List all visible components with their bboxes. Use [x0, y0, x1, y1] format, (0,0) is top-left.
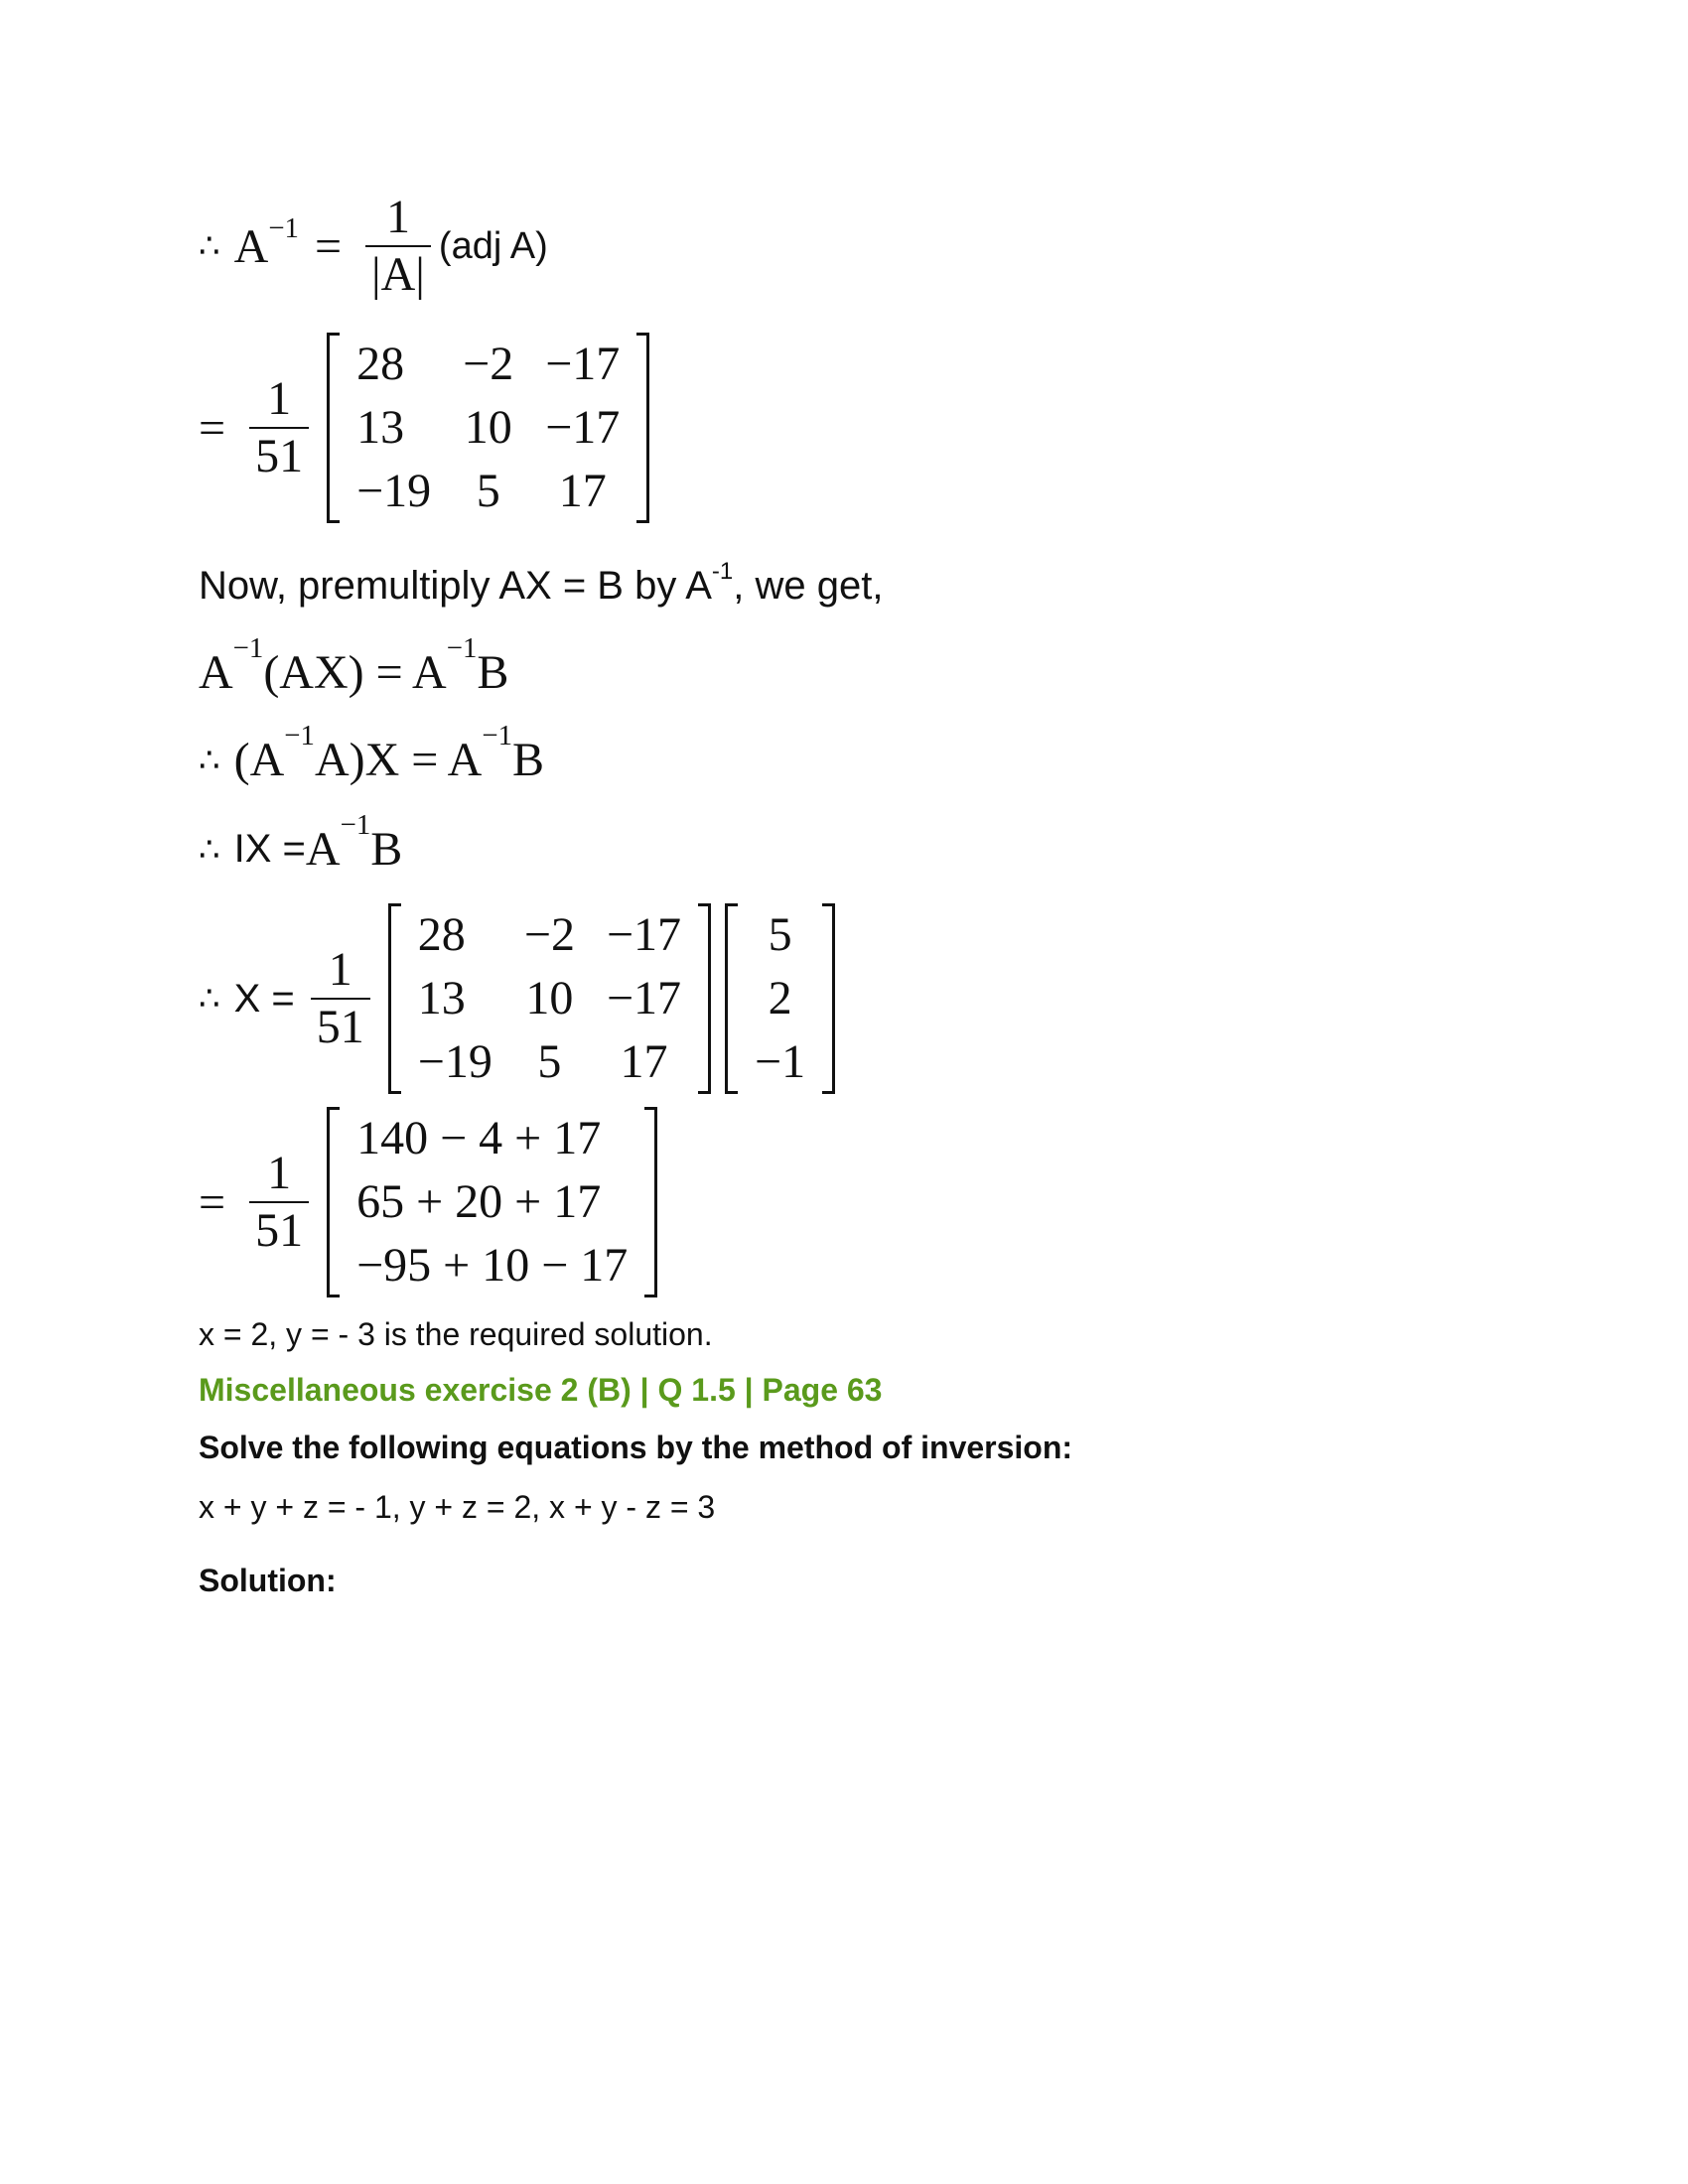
- step-solve-x: ∴ X = $\frac{1}{51}$ 28 −2 −17 13 10 −17 −19 5 17 5 2 −1: [199, 903, 835, 1094]
- product-vector: 140 − 4 + 17 65 + 20 + 17 −95 + 10 − 17: [327, 1107, 657, 1297]
- matrix-row: 28 −2 −17: [417, 908, 682, 961]
- inverse-matrix: [327, 333, 649, 523]
- step-identity: ∴ IX = A $^{-1}$ B: [199, 808, 403, 876]
- question-reference: Miscellaneous exercise 2 (B) | Q 1.5 | Page 63: [199, 1372, 883, 1408]
- step-associative: ∴ (A $^{-1}$ A)X = A $^{-1}$ B: [199, 719, 544, 786]
- fraction-1-51: $\frac{1}{51}$: [311, 946, 370, 1051]
- inverse-matrix: [388, 903, 711, 1094]
- solution-label: Solution:: [199, 1563, 337, 1598]
- inverse-formula: [199, 191, 548, 301]
- step-product: = $\frac{1}{51}$ 140 − 4 + 17 65 + 20 + 17 −95 + 10 − 17: [199, 1107, 657, 1297]
- fraction-1-51: $\frac{1}{51}$: [249, 375, 309, 480]
- conclusion-text: x = 2, y = - 3 is the required solution.: [199, 1316, 713, 1352]
- therefore-symbol: ∴: [199, 226, 220, 266]
- fraction: $\frac{1}{|A|}$: [365, 194, 431, 299]
- premultiply-text: Now, premultiply AX = B by $A^{-1}$, we get,: [199, 557, 884, 608]
- step-premultiply: A $^{-1}$ (AX) = A $^{-1}$ B: [199, 631, 509, 699]
- fraction-1-51: $\frac{1}{51}$: [249, 1150, 309, 1255]
- adj-a-text: (adj A): [438, 224, 548, 267]
- question-title: Solve the following equations by the method of inversion:: [199, 1430, 1073, 1465]
- vector-b: 5 2 −1: [725, 903, 835, 1094]
- matrix-row: 13 10 −17: [356, 401, 621, 454]
- matrix-row: 28 −2 −17: [356, 338, 621, 390]
- matrix-row: −19 5 17: [417, 1035, 668, 1088]
- matrix-a: $A^{-1}$: [233, 212, 299, 273]
- equals-sign: =: [314, 219, 343, 273]
- matrix-row: 13 10 −17: [417, 972, 682, 1024]
- inverse-matrix-expression: = $\frac{1}{51}$ 28 −2 −17 13 10 −17 −19 5 17: [199, 333, 649, 523]
- matrix-row: −19 5 17: [356, 465, 607, 517]
- equations-text: x + y + z = - 1, y + z = 2, x + y - z = 3: [199, 1489, 716, 1525]
